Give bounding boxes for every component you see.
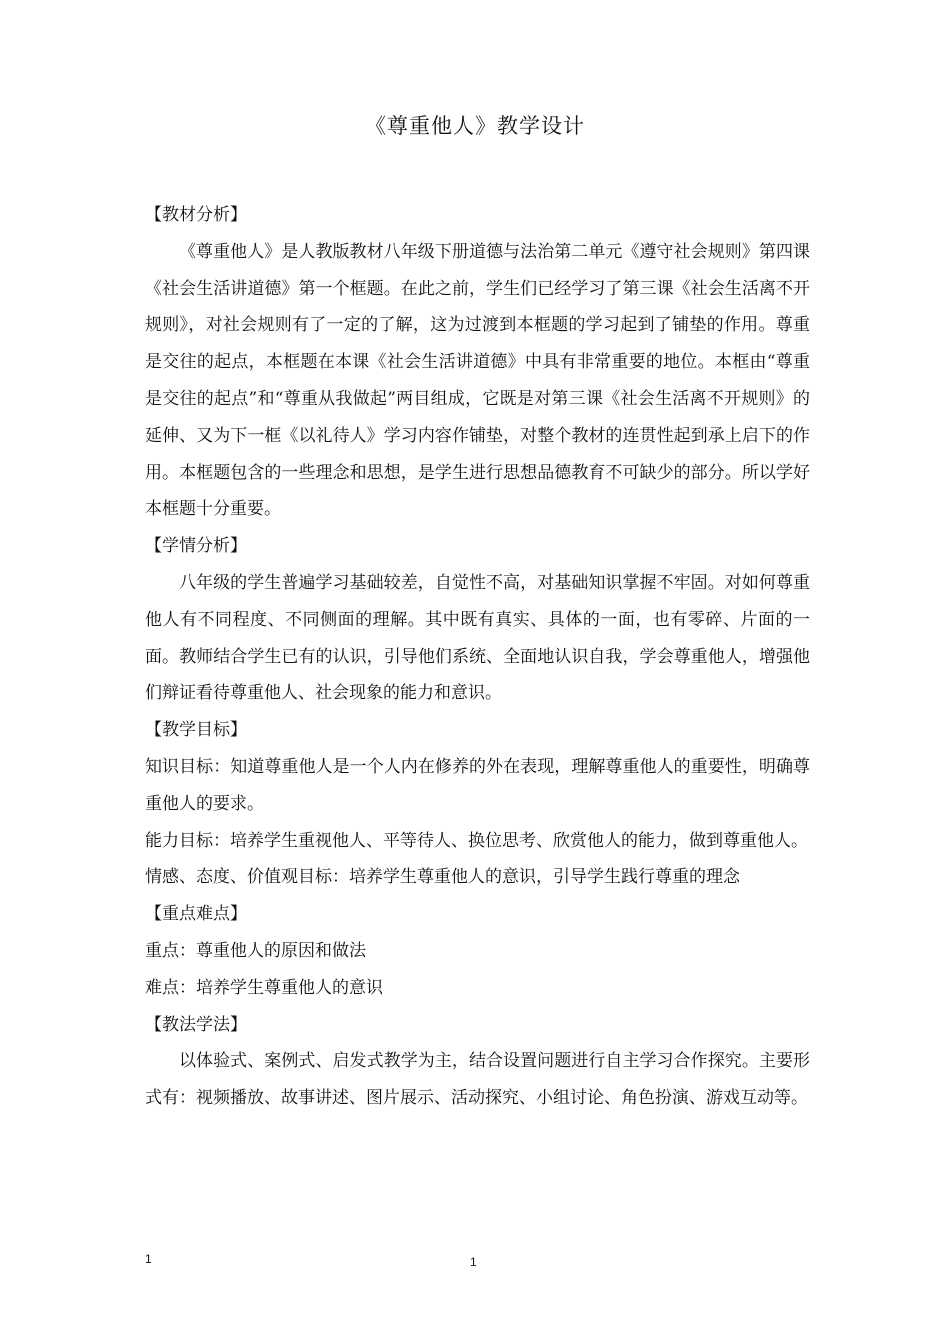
section-heading-goals: 【教学目标】 [145,720,247,741]
student-analysis-text: 八年级的学生普遍学习基础较差，自觉性不高，对基础知识掌握不牢固。对如何尊重他人有不同程度、不同侧面的理解。其中既有真实、具体的一面，也有零碎、片面的一面。教师结合学生已有的认识，引导他们系统、全面地认识自我，学会尊重他人，增强他们辩证看待尊重他人、社会现象的能力和意识。 [145,572,810,704]
section-heading-textbook: 【教材分析】 [145,205,247,225]
goal-knowledge: 知识目标：知道尊重他人是一个人内在修养的外在表现，理解尊重他人的重要性，明确尊重他人的要求。 [145,756,810,814]
page-number-left: 1 [145,1252,152,1266]
key-point: 重点：尊重他人的原因和做法 [145,940,366,961]
textbook-analysis-text: 《尊重他人》是人教版教材八年级下册道德与法治第二单元《遵守社会规则》第四课《社会生活讲道德》第一个框题。在此之前，学生们已经学习了第三课《社会生活离不开规则》，对社会规则有了一定的了解，这为过渡到本框题的学习起到了铺垫的作用。尊重是交往的起点，本框题在本课《社会生活讲道德》中具有非常重要的地位。本框由“尊重是交往的起点”和“尊重从我做起”两目组成，它既是对第三课《社会生活离不开规则》的延伸、又为下一框《以礼待人》学习内容作铺垫，对整个教材的连贯性起到承上启下的作用。本框题包含的一些理念和思想，是学生进行思想品德教育不可缺少的部分。所以学好本框题十分重要。 [145,241,810,520]
section-heading-methods: 【教法学法】 [145,1014,247,1035]
page-number-center: 1 [470,1255,477,1269]
section-heading-key-points: 【重点难点】 [145,904,247,925]
goal-ability: 能力目标：培养学生重视他人、平等待人、换位思考、欣赏他人的能力，做到尊重他人。 [145,830,808,851]
section-heading-students: 【学情分析】 [145,536,247,557]
difficult-point: 难点：培养学生尊重他人的意识 [145,977,383,998]
document-body [145,197,810,1117]
methods-text: 以体验式、案例式、启发式教学为主，结合设置问题进行自主学习合作探究。主要形式有：视频播放、故事讲述、图片展示、活动探究、小组讨论、角色扮演、游戏互动等。 [145,1051,810,1109]
goal-emotion: 情感、态度、价值观目标：培养学生尊重他人的意识，引导学生践行尊重的理念 [145,867,740,888]
document-title: 《尊重他人》教学设计 [365,114,585,138]
